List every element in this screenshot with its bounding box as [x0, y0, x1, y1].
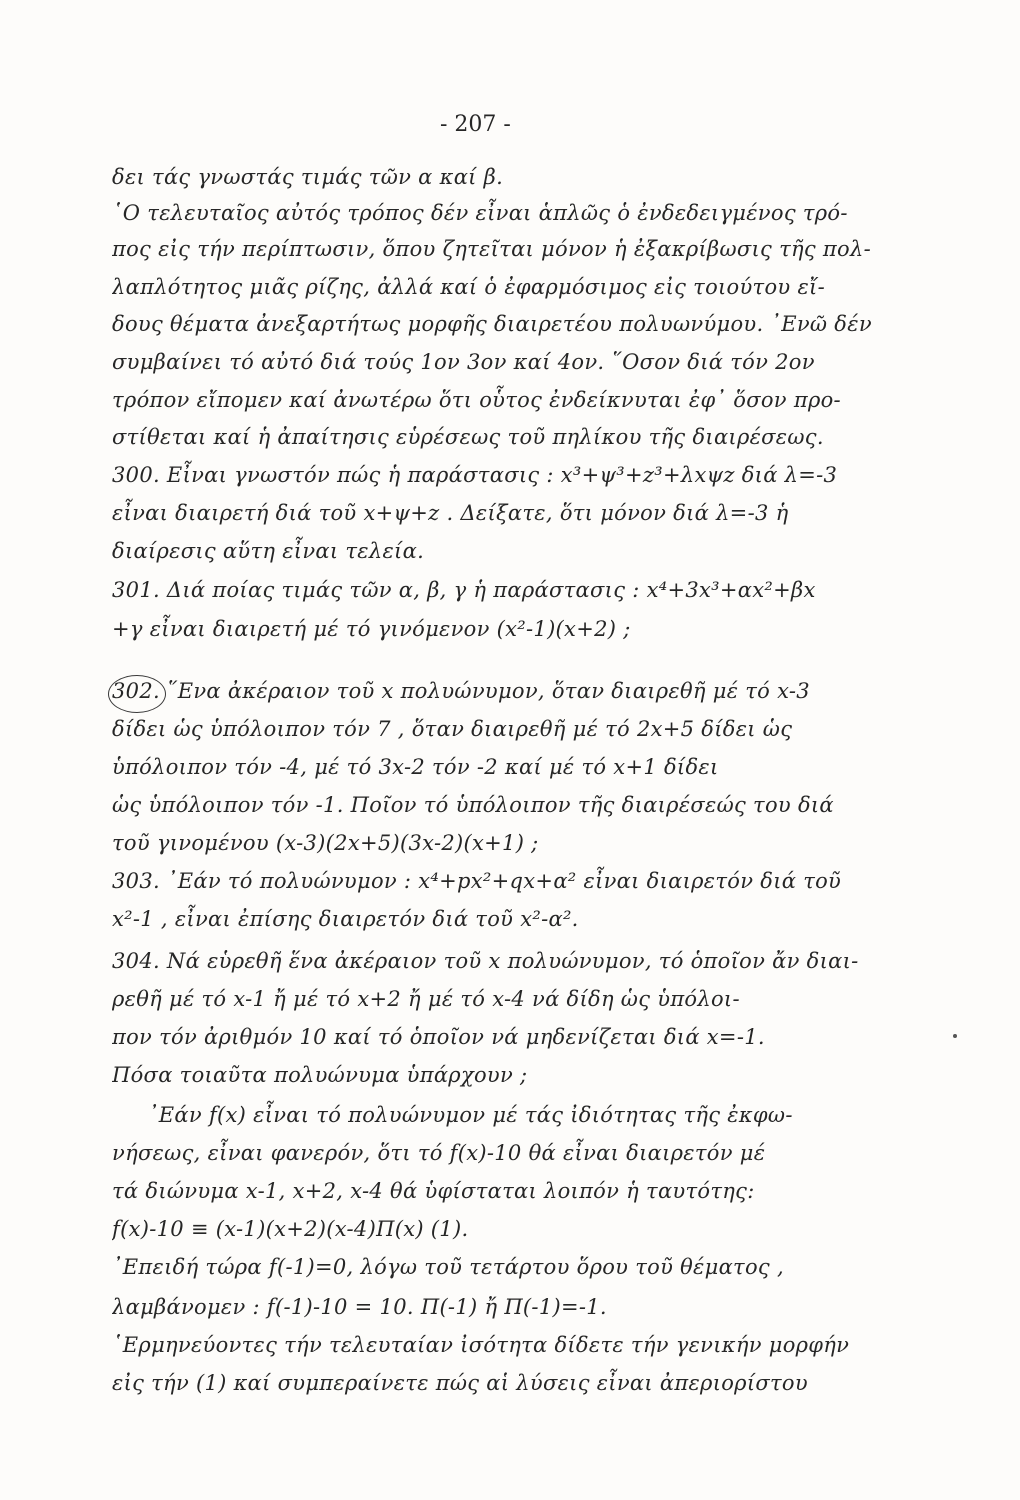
problem-303-statement: 303. ᾿Εάν τό πολυώνυμον : x⁴+px²+qx+α² εἶναι διαιρετόν διά τοῦ: [112, 869, 842, 893]
text-line: τοῦ γινομένου (x-3)(2x+5)(3x-2)(x+1) ;: [112, 831, 539, 855]
page-number: - 207 -: [440, 112, 511, 137]
text-line: x²-1 , εἶναι ἐπίσης διαιρετόν διά τοῦ x²-α².: [112, 907, 579, 931]
text-line: δους θέματα ἀνεξαρτήτως μορφῆς διαιρετέου πολυωνύμου. ᾿Ενῶ δέν: [112, 312, 872, 336]
problem-300-statement: 300. Εἶναι γνωστόν πώς ἡ παράστασις : x³+ψ³+z³+λxψz διά λ=-3: [112, 463, 838, 487]
text-line: δίδει ὡς ὑπόλοιπον τόν 7 , ὅταν διαιρεθῆ μέ τό 2x+5 δίδει ὡς: [112, 717, 793, 741]
text-line: λαπλότητος μιᾶς ρίζης, ἀλλά καί ὁ ἐφαρμόσιμος εἰς τοιούτου εἴ-: [112, 275, 825, 299]
stray-dot-mark: [953, 1034, 957, 1038]
text-line: ὡς ὑπόλοιπον τόν -1. Ποῖον τό ὑπόλοιπον τῆς διαιρέσεώς του διά: [112, 793, 834, 817]
text-line: δει τάς γνωστάς τιμάς τῶν α καί β.: [112, 165, 504, 189]
solution-line: ᾿Εάν f(x) εἶναι τό πολυώνυμον μέ τάς ἰδιότητας τῆς ἐκφω-: [148, 1103, 793, 1127]
solution-line: ᾿Επειδή τώρα f(-1)=0, λόγω τοῦ τετάρτου ὅρου τοῦ θέματος ,: [112, 1255, 784, 1279]
text-line: εἶναι διαιρετή διά τοῦ x+ψ+z . Δείξατε, ὅτι μόνον διά λ=-3 ἡ: [112, 501, 789, 525]
problem-301-statement: 301. Διά ποίας τιμάς τῶν α, β, γ ἡ παράστασις : x⁴+3x³+αx²+βx: [112, 578, 816, 602]
text-line: διαίρεσις αὕτη εἶναι τελεία.: [112, 539, 425, 563]
solution-line: εἰς τήν (1) καί συμπεραίνετε πώς αἱ λύσεις εἶναι ἀπεριορίστου: [112, 1371, 808, 1395]
text-line: +γ εἶναι διαιρετή μέ τό γινόμενον (x²-1)(x+2) ;: [112, 617, 631, 641]
text-line: ρεθῆ μέ τό x-1 ἤ μέ τό x+2 ἤ μέ τό x-4 νά δίδη ὡς ὑπόλοι-: [112, 987, 740, 1011]
text-line: ὑπόλοιπον τόν -4, μέ τό 3x-2 τόν -2 καί μέ τό x+1 δίδει: [112, 755, 719, 779]
problem-304-statement: 304. Νά εὑρεθῆ ἕνα ἀκέραιον τοῦ x πολυώνυμον, τό ὁποῖον ἄν διαι-: [112, 949, 859, 973]
text-line: τρόπον εἴπομεν καί ἀνωτέρω ὅτι οὗτος ἐνδείκνυται ἐφ᾿ ὅσον προ-: [112, 388, 841, 412]
solution-line: νήσεως, εἶναι φανερόν, ὅτι τό f(x)-10 θά εἶναι διαιρετόν μέ: [112, 1141, 766, 1165]
text-line: στίθεται καί ἡ ἀπαίτησις εὑρέσεως τοῦ πηλίκου τῆς διαιρέσεως.: [112, 425, 824, 449]
solution-line: ῾Ερμηνεύοντες τήν τελευταίαν ἰσότητα δίδετε τήν γενικήν μορφήν: [112, 1333, 850, 1357]
solution-line: λαμβάνομεν : f(-1)-10 = 10. Π(-1) ἤ Π(-1)=-1.: [112, 1295, 607, 1319]
text-line: ῾Ο τελευταῖος αὐτός τρόπος δέν εἶναι ἁπλῶς ὁ ἐνδεδειγμένος τρό-: [112, 201, 848, 225]
text-line: Πόσα τοιαῦτα πολυώνυμα ὑπάρχουν ;: [112, 1063, 528, 1087]
identity-equation: f(x)-10 ≡ (x-1)(x+2)(x-4)Π(x) (1).: [112, 1217, 469, 1241]
text-line: συμβαίνει τό αὐτό διά τούς 1ον 3ον καί 4ον. ῞Οσον διά τόν 2ον: [112, 350, 815, 374]
text-line: πον τόν ἀριθμόν 10 καί τό ὁποῖον νά μηδενίζεται διά x=-1.: [112, 1025, 765, 1049]
solution-line: τά διώνυμα x-1, x+2, x-4 θά ὑφίσταται λοιπόν ἡ ταυτότης:: [112, 1179, 755, 1203]
problem-302-statement: 302. ῞Ενα ἀκέραιον τοῦ x πολυώνυμον, ὅταν διαιρεθῆ μέ τό x-3: [112, 679, 810, 703]
text-line: πος εἰς τήν περίπτωσιν, ὅπου ζητεῖται μόνον ἡ ἐξακρίβωσις τῆς πολ-: [112, 237, 871, 261]
